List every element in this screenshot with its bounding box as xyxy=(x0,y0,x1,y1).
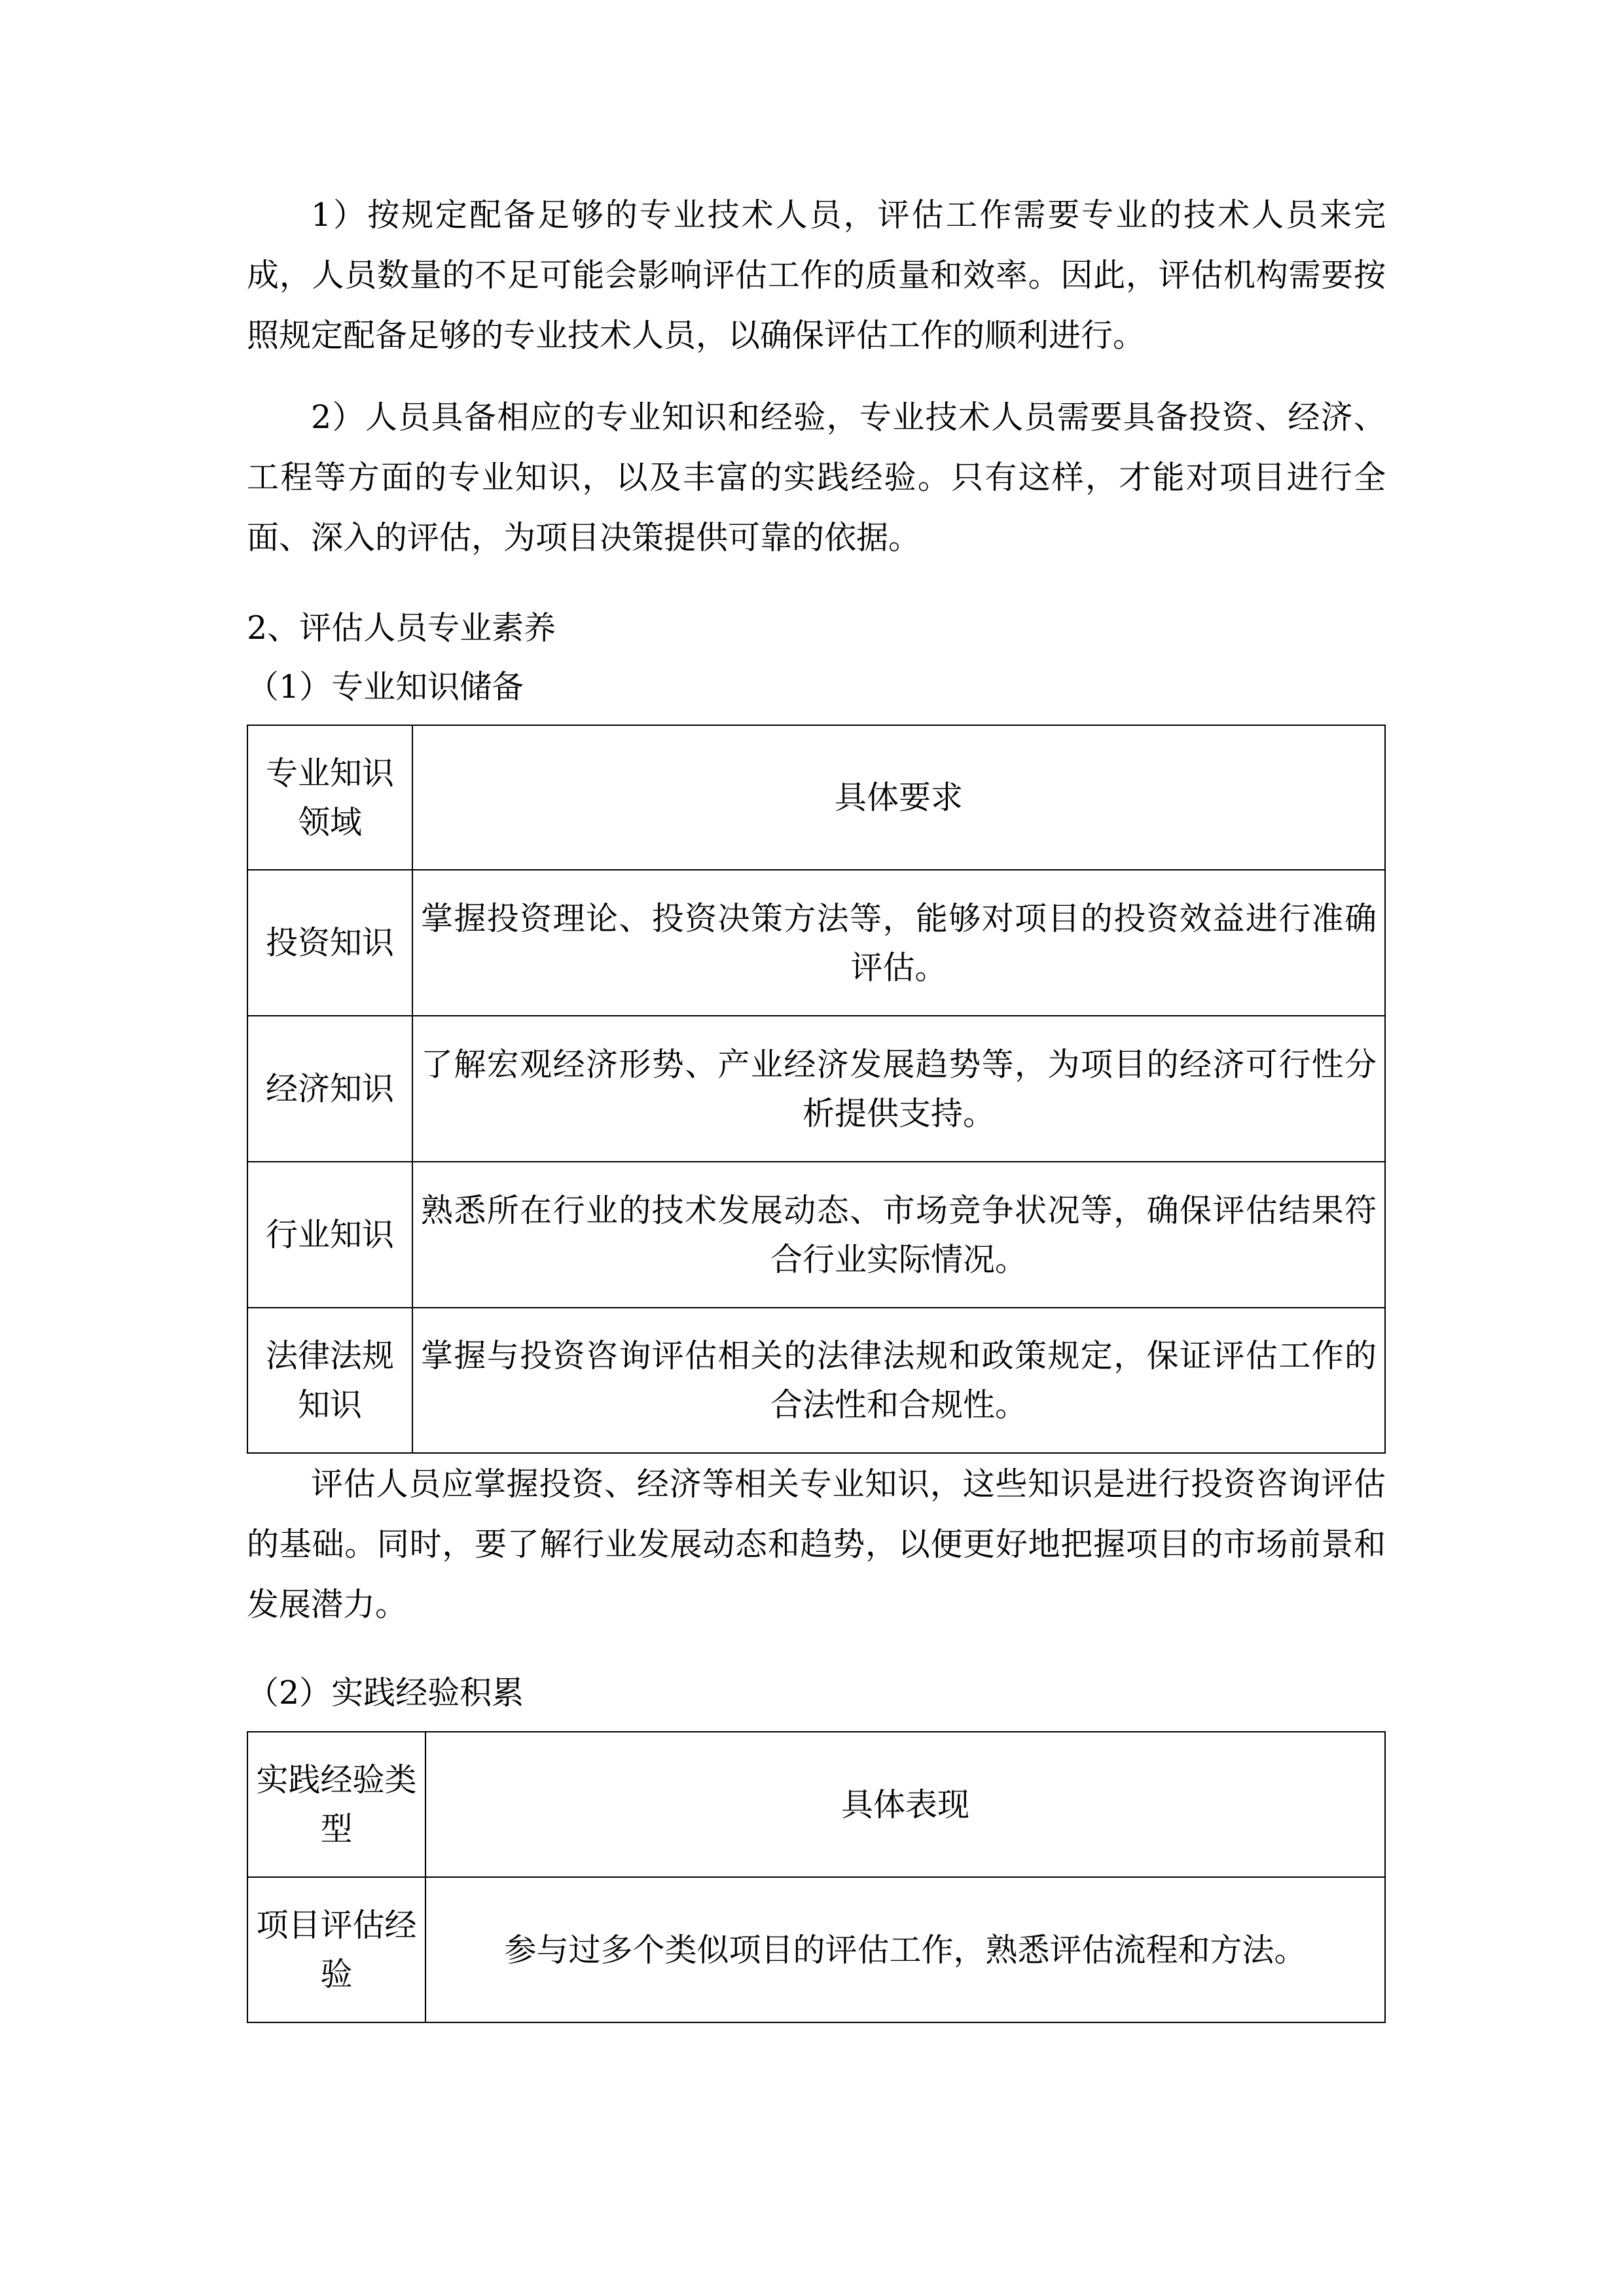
table-row xyxy=(247,1016,1385,1162)
table-row xyxy=(247,870,1385,1016)
knowledge-table xyxy=(247,725,1386,1454)
table-row xyxy=(247,1162,1385,1308)
section-heading: 2、评估人员专业素养 xyxy=(247,609,556,647)
table-cell-field: 投资知识 xyxy=(247,870,412,1016)
subheading-experience: （2）实践经验积累 xyxy=(247,1674,524,1712)
table-cell-requirement: 了解宏观经济形势、产业经济发展趋势等，为项目的经济可行性分析提供支持。 xyxy=(412,1016,1385,1162)
table-row xyxy=(247,1308,1385,1453)
subheading-knowledge: （1）专业知识储备 xyxy=(247,668,524,706)
header-cell-field: 专业知识领域 xyxy=(247,725,412,870)
paragraph-expertise: 2）人员具备相应的专业知识和经验，专业技术人员需要具备投资、经济、工程等方面的专业知识，以及丰富的实践经验。只有这样，才能对项目进行全面、深入的评估，为项目决策提供可靠的依据。 xyxy=(247,399,1386,556)
table-cell-description: 参与过多个类似项目的评估工作，熟悉评估流程和方法。 xyxy=(425,1877,1385,2022)
table-cell-requirement: 掌握与投资咨询评估相关的法律法规和政策规定，保证评估工作的合法性和合规性。 xyxy=(412,1308,1385,1453)
paragraph-knowledge-summary: 评估人员应掌握投资、经济等相关专业知识，这些知识是进行投资咨询评估的基础。同时，要了解行业发展动态和趋势，以便更好地把握项目的市场前景和发展潜力。 xyxy=(247,1465,1386,1623)
header-cell-requirement: 具体要求 xyxy=(412,725,1385,870)
table-cell-field: 行业知识 xyxy=(247,1162,412,1308)
table-cell-type: 项目评估经验 xyxy=(247,1877,425,2022)
table-row xyxy=(247,1877,1385,2022)
table-cell-field: 法律法规知识 xyxy=(247,1308,412,1453)
table-cell-requirement: 掌握投资理论、投资决策方法等，能够对项目的投资效益进行准确评估。 xyxy=(412,870,1385,1016)
table-cell-requirement: 熟悉所在行业的技术发展动态、市场竞争状况等，确保评估结果符合行业实际情况。 xyxy=(412,1162,1385,1308)
paragraph-staffing: 1）按规定配备足够的专业技术人员，评估工作需要专业的技术人员来完成，人员数量的不足可能会影响评估工作的质量和效率。因此，评估机构需要按照规定配备足够的专业技术人员，以确保评估工作的顺利进行。 xyxy=(247,196,1386,354)
table-header-row xyxy=(247,725,1385,870)
header-cell-description: 具体表现 xyxy=(425,1732,1385,1877)
table-header-row xyxy=(247,1732,1385,1877)
experience-table xyxy=(247,1731,1386,2023)
header-cell-type: 实践经验类型 xyxy=(247,1732,425,1877)
table-cell-field: 经济知识 xyxy=(247,1016,412,1162)
